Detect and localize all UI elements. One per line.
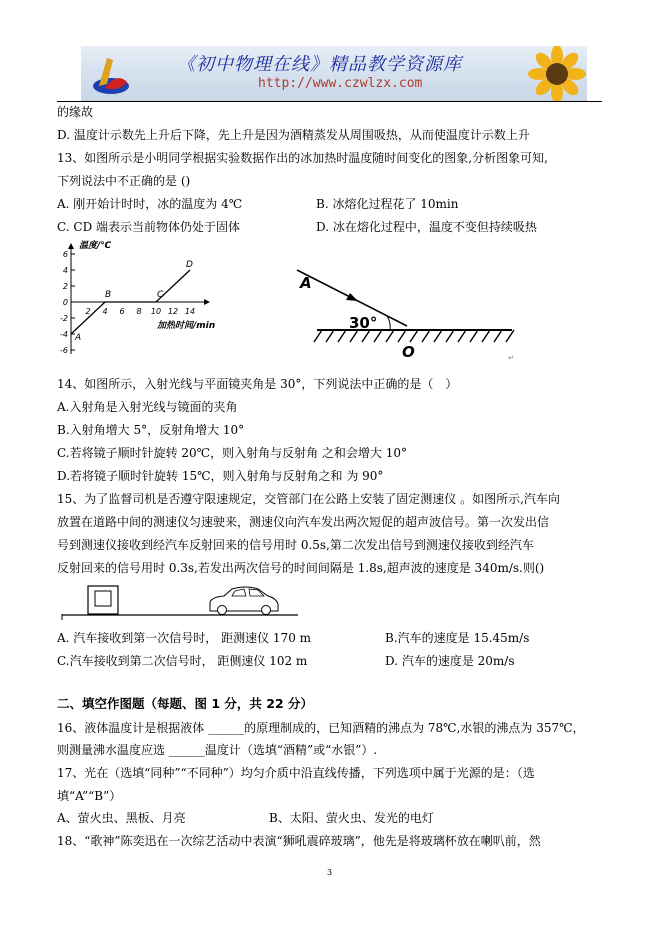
- q13-option-a: A. 刚开始计时时，冰的温度为 4℃: [57, 197, 243, 211]
- q15-option-c: C.汽车接收到第二次信号时， 距侧速仪 102 m: [57, 654, 308, 668]
- q13-option-c: C. CD 端表示当前物体仍处于固体: [57, 220, 241, 234]
- return-mark-icon: ↵: [508, 354, 514, 362]
- q15-stem: 15、为了监督司机是否遵守限速规定，交管部门在公路上安装了固定测速仪 。如图所示,汽车向: [57, 492, 560, 506]
- q17-option-b: B、太阳、萤火虫、发光的电灯: [269, 811, 434, 825]
- x-tick: 14: [184, 307, 196, 316]
- sunflower-icon: [517, 46, 587, 102]
- q17-option-a: A、萤火虫、黑板、月亮: [57, 811, 186, 825]
- ray-label: A: [300, 274, 312, 292]
- header-rule: [57, 101, 602, 102]
- graph-ylabel: 温度/℃: [79, 241, 112, 251]
- page-number: 3: [327, 868, 333, 877]
- x-tick: 10: [150, 307, 162, 316]
- q13-stem: 下列说法中不正确的是 (): [57, 174, 191, 188]
- q14-option-b: B.入射角增大 5°，反射角增大 10°: [57, 423, 245, 437]
- q13-stem: 13、如图所示是小明同学根据实验数据作出的冰加热时温度随时间变化的图象,分析图象可知,: [57, 151, 548, 165]
- temperature-graph: [57, 240, 237, 360]
- banner-url: http://www.czwlzx.com: [258, 76, 423, 91]
- x-tick: 2: [85, 307, 91, 316]
- angle-label: 30°: [349, 314, 378, 332]
- q17-line: 17、光在（选填“同种”“不同种”）均匀介质中沿直线传播，下列选项中属于光源的是：（选: [57, 766, 535, 780]
- y-tick: 4: [62, 266, 68, 275]
- logo-icon: [91, 52, 131, 96]
- x-tick: 12: [167, 307, 179, 316]
- x-tick: 6: [119, 307, 125, 316]
- q15-stem: 放置在道路中间的测速仪匀速驶来，测速仪向汽车发出两次短促的超声波信号。第一次发出信: [57, 515, 550, 529]
- x-tick: 8: [136, 307, 142, 316]
- section-heading: 二、填空作图题（每题、图 1 分，共 22 分）: [57, 696, 314, 711]
- y-tick: -6: [60, 346, 68, 355]
- q16-line: 则测量沸水温度应选 ______温度计（选填“酒精”或“水银”）.: [57, 743, 378, 757]
- q14-option-d: D.若将镜子顺时针旋转 15℃，则入射角与反射角之和 为 90°: [57, 469, 384, 483]
- q15-stem: 反射回来的信号用时 0.3s,若发出两次信号的时间间隔是 1.8s,超声波的速度是 340m/s.则(): [57, 561, 545, 575]
- q17-line: 填“A”“B”）: [57, 789, 122, 803]
- point-label: D: [186, 260, 193, 270]
- y-tick: -4: [60, 330, 68, 339]
- header-banner: [81, 46, 587, 102]
- car-icon: [210, 587, 278, 615]
- mirror-figure: [292, 262, 522, 362]
- q15-option-d: D. 汽车的速度是 20m/s: [385, 654, 515, 668]
- q15-option-a: A. 汽车接收到第一次信号时， 距测速仪 170 m: [57, 631, 312, 645]
- y-tick: 0: [62, 298, 68, 307]
- q15-stem: 号到测速仪接收到经汽车反射回来的信号用时 0.5s,第二次发出信号到测速仪接收到经汽车: [57, 538, 534, 552]
- q13-option-b: B. 冰熔化过程花了 10min: [316, 197, 459, 211]
- speed-camera-figure: [60, 580, 300, 620]
- q14-option-c: C.若将镜子顺时针旋转 20℃，则入射角与反射角 之和会增大 10°: [57, 446, 407, 460]
- y-tick: -2: [60, 314, 68, 323]
- q14-option-a: A.入射角是入射光线与镜面的夹角: [57, 400, 238, 414]
- point-label: B: [105, 290, 112, 300]
- text-line: D. 温度计示数先上升后下降，先上升是因为酒精蒸发从周围吸热，从而使温度计示数上升: [57, 128, 530, 142]
- q18-line: 18、“歌神”陈奕迅在一次综艺活动中表演“狮吼震碎玻璃”，他先是将玻璃杯放在喇叭前，然: [57, 834, 541, 848]
- banner-title: 《初中物理在线》精品教学资源库: [177, 54, 462, 75]
- q16-line: 16、液体温度计是根据液体 ______的原理制成的，已知酒精的沸点为 78℃,水银的沸点为 357℃，: [57, 721, 585, 735]
- q13-option-d: D. 冰在熔化过程中，温度不变但持续吸热: [316, 220, 537, 234]
- point-label: C: [157, 290, 164, 300]
- x-tick: 4: [102, 307, 108, 316]
- y-tick: 6: [62, 250, 68, 259]
- q15-option-b: B.汽车的速度是 15.45m/s: [385, 631, 530, 645]
- point-label: A: [75, 333, 82, 343]
- q14-stem: 14、如图所示，入射光线与平面镜夹角是 30°，下列说法中正确的是（ ）: [57, 377, 458, 391]
- point-o-label: O: [402, 343, 415, 361]
- y-tick: 2: [62, 282, 68, 291]
- text-line: 的缘故: [57, 105, 94, 119]
- graph-xlabel: 加热时间/min: [157, 321, 216, 331]
